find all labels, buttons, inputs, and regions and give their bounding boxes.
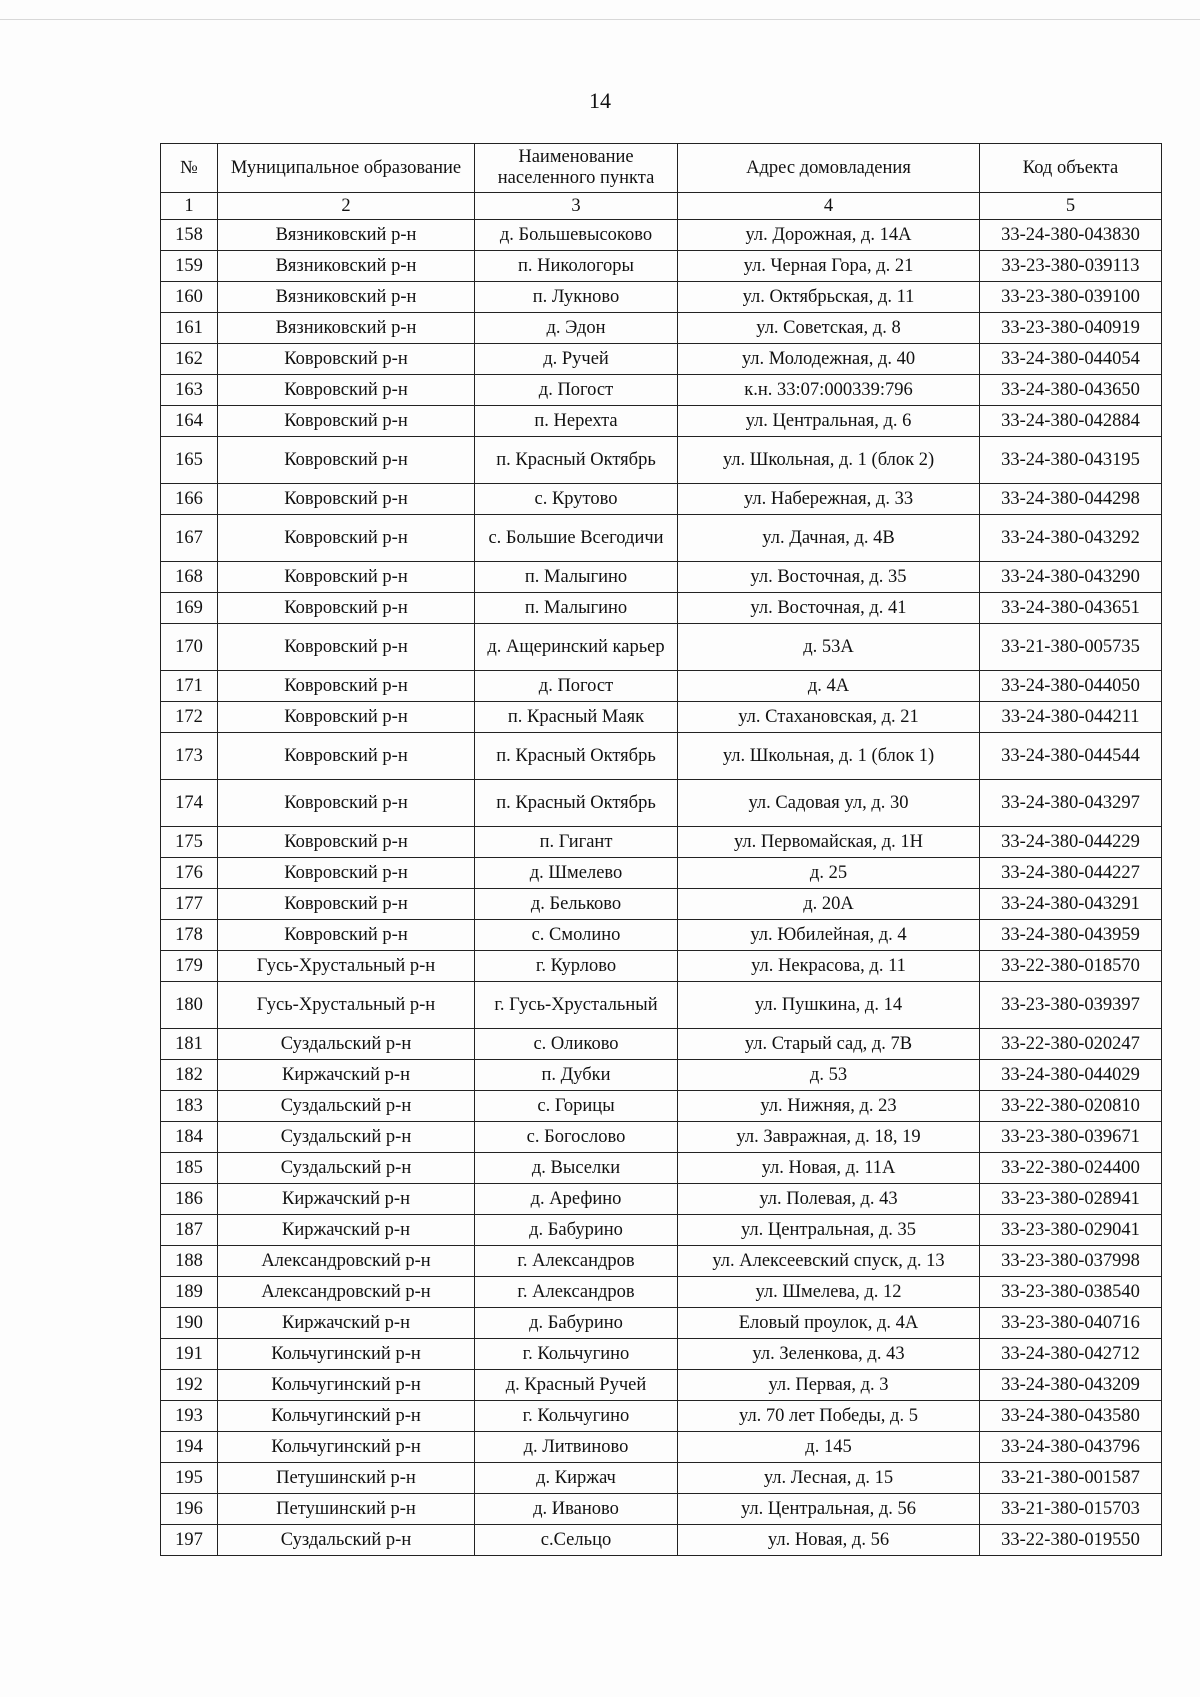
cell-address: ул. Первая, д. 3 (678, 1370, 980, 1401)
cell-object-code: 33-24-380-044050 (980, 671, 1162, 702)
cell-municipality: Ковровский р-н (218, 344, 475, 375)
cell-object-code: 33-24-380-044054 (980, 344, 1162, 375)
table-row (161, 437, 1162, 484)
cell-object-code: 33-24-380-042884 (980, 406, 1162, 437)
cell-settlement: д. Киржач (475, 1463, 678, 1494)
table-row (161, 1308, 1162, 1339)
cell-address: ул. Школьная, д. 1 (блок 2) (678, 437, 980, 484)
cell-address: ул. Дачная, д. 4В (678, 515, 980, 562)
cell-row-number: 171 (161, 671, 218, 702)
cell-address: д. 4А (678, 671, 980, 702)
cell-municipality: Петушинский р-н (218, 1494, 475, 1525)
cell-municipality: Киржачский р-н (218, 1308, 475, 1339)
column-number: 3 (475, 193, 678, 220)
cell-municipality: Вязниковский р-н (218, 251, 475, 282)
cell-object-code: 33-22-380-019550 (980, 1525, 1162, 1556)
cell-object-code: 33-24-380-044211 (980, 702, 1162, 733)
cell-object-code: 33-24-380-043580 (980, 1401, 1162, 1432)
table-row (161, 1184, 1162, 1215)
cell-municipality: Суздальский р-н (218, 1029, 475, 1060)
cell-settlement: п. Красный Октябрь (475, 780, 678, 827)
cell-settlement: п. Красный Маяк (475, 702, 678, 733)
cell-row-number: 169 (161, 593, 218, 624)
table-row (161, 733, 1162, 780)
header-number: № (161, 144, 218, 193)
cell-row-number: 162 (161, 344, 218, 375)
table-header-row (161, 144, 1162, 193)
cell-object-code: 33-24-380-043297 (980, 780, 1162, 827)
table-body (161, 220, 1162, 1556)
cell-row-number: 164 (161, 406, 218, 437)
cell-row-number: 161 (161, 313, 218, 344)
table-row (161, 951, 1162, 982)
cell-object-code: 33-23-380-039397 (980, 982, 1162, 1029)
table-row (161, 1525, 1162, 1556)
cell-settlement: г. Гусь-Хрустальный (475, 982, 678, 1029)
cell-municipality: Вязниковский р-н (218, 313, 475, 344)
cell-address: ул. Старый сад, д. 7В (678, 1029, 980, 1060)
cell-address: к.н. 33:07:000339:796 (678, 375, 980, 406)
cell-settlement: д. Арефино (475, 1184, 678, 1215)
table-row (161, 889, 1162, 920)
table-row (161, 406, 1162, 437)
cell-object-code: 33-24-380-043651 (980, 593, 1162, 624)
cell-address: ул. Октябрьская, д. 11 (678, 282, 980, 313)
header-object-code: Код объекта (980, 144, 1162, 193)
cell-object-code: 33-22-380-024400 (980, 1153, 1162, 1184)
cell-municipality: Гусь-Хрустальный р-н (218, 951, 475, 982)
cell-row-number: 191 (161, 1339, 218, 1370)
cell-municipality: Ковровский р-н (218, 889, 475, 920)
cell-object-code: 33-24-380-044227 (980, 858, 1162, 889)
cell-municipality: Петушинский р-н (218, 1463, 475, 1494)
cell-row-number: 194 (161, 1432, 218, 1463)
table-row (161, 1029, 1162, 1060)
table-row (161, 1494, 1162, 1525)
header-address: Адрес домовладения (678, 144, 980, 193)
cell-municipality: Киржачский р-н (218, 1184, 475, 1215)
cell-address: д. 53 (678, 1060, 980, 1091)
cell-address: ул. Первомайская, д. 1Н (678, 827, 980, 858)
cell-address: Еловый проулок, д. 4А (678, 1308, 980, 1339)
cell-object-code: 33-22-380-018570 (980, 951, 1162, 982)
table-row (161, 1277, 1162, 1308)
cell-settlement: п. Гигант (475, 827, 678, 858)
cell-row-number: 177 (161, 889, 218, 920)
cell-object-code: 33-24-380-044029 (980, 1060, 1162, 1091)
cell-settlement: г. Кольчугино (475, 1401, 678, 1432)
cell-row-number: 158 (161, 220, 218, 251)
cell-municipality: Ковровский р-н (218, 437, 475, 484)
cell-municipality: Гусь-Хрустальный р-н (218, 982, 475, 1029)
cell-municipality: Вязниковский р-н (218, 220, 475, 251)
cell-municipality: Ковровский р-н (218, 484, 475, 515)
cell-address: ул. Садовая ул, д. 30 (678, 780, 980, 827)
table-row (161, 593, 1162, 624)
cell-municipality: Ковровский р-н (218, 375, 475, 406)
cell-address: ул. Восточная, д. 35 (678, 562, 980, 593)
cell-municipality: Ковровский р-н (218, 671, 475, 702)
cell-settlement: с. Оликово (475, 1029, 678, 1060)
cell-address: ул. 70 лет Победы, д. 5 (678, 1401, 980, 1432)
cell-address: ул. Молодежная, д. 40 (678, 344, 980, 375)
cell-object-code: 33-24-380-043195 (980, 437, 1162, 484)
cell-object-code: 33-23-380-039671 (980, 1122, 1162, 1153)
cell-municipality: Ковровский р-н (218, 858, 475, 889)
cell-settlement: п. Нерехта (475, 406, 678, 437)
cell-address: д. 25 (678, 858, 980, 889)
table-row (161, 1432, 1162, 1463)
cell-row-number: 163 (161, 375, 218, 406)
cell-municipality: Ковровский р-н (218, 562, 475, 593)
cell-object-code: 33-24-380-043209 (980, 1370, 1162, 1401)
cell-municipality: Суздальский р-н (218, 1091, 475, 1122)
cell-municipality: Кольчугинский р-н (218, 1370, 475, 1401)
cell-row-number: 179 (161, 951, 218, 982)
cell-row-number: 193 (161, 1401, 218, 1432)
table-row (161, 1463, 1162, 1494)
cell-address: ул. Пушкина, д. 14 (678, 982, 980, 1029)
cell-settlement: г. Александров (475, 1277, 678, 1308)
cell-address: ул. Нижняя, д. 23 (678, 1091, 980, 1122)
cell-row-number: 167 (161, 515, 218, 562)
households-table (160, 143, 1162, 1556)
cell-settlement: д. Погост (475, 671, 678, 702)
cell-object-code: 33-23-380-028941 (980, 1184, 1162, 1215)
cell-object-code: 33-23-380-029041 (980, 1215, 1162, 1246)
cell-address: ул. Центральная, д. 56 (678, 1494, 980, 1525)
cell-address: ул. Новая, д. 56 (678, 1525, 980, 1556)
cell-settlement: д. Бабурино (475, 1308, 678, 1339)
cell-object-code: 33-24-380-043830 (980, 220, 1162, 251)
cell-address: д. 53А (678, 624, 980, 671)
cell-address: ул. Набережная, д. 33 (678, 484, 980, 515)
cell-address: ул. Новая, д. 11А (678, 1153, 980, 1184)
cell-row-number: 172 (161, 702, 218, 733)
cell-address: ул. Шмелева, д. 12 (678, 1277, 980, 1308)
cell-row-number: 190 (161, 1308, 218, 1339)
cell-municipality: Ковровский р-н (218, 920, 475, 951)
cell-row-number: 187 (161, 1215, 218, 1246)
table-row (161, 780, 1162, 827)
cell-settlement: д. Бабурино (475, 1215, 678, 1246)
table-row (161, 515, 1162, 562)
cell-object-code: 33-24-380-044298 (980, 484, 1162, 515)
table-row (161, 858, 1162, 889)
cell-row-number: 173 (161, 733, 218, 780)
cell-object-code: 33-24-380-043796 (980, 1432, 1162, 1463)
cell-municipality: Ковровский р-н (218, 515, 475, 562)
cell-address: ул. Некрасова, д. 11 (678, 951, 980, 982)
cell-settlement: п. Никологоры (475, 251, 678, 282)
cell-settlement: д. Эдон (475, 313, 678, 344)
cell-settlement: п. Лукново (475, 282, 678, 313)
cell-municipality: Александровский р-н (218, 1246, 475, 1277)
cell-municipality: Кольчугинский р-н (218, 1432, 475, 1463)
cell-row-number: 170 (161, 624, 218, 671)
cell-municipality: Киржачский р-н (218, 1060, 475, 1091)
cell-municipality: Ковровский р-н (218, 780, 475, 827)
cell-object-code: 33-21-380-015703 (980, 1494, 1162, 1525)
cell-object-code: 33-23-380-039100 (980, 282, 1162, 313)
cell-object-code: 33-23-380-037998 (980, 1246, 1162, 1277)
cell-object-code: 33-24-380-043650 (980, 375, 1162, 406)
cell-municipality: Ковровский р-н (218, 827, 475, 858)
cell-municipality: Ковровский р-н (218, 733, 475, 780)
cell-settlement: д. Большевысоково (475, 220, 678, 251)
cell-row-number: 180 (161, 982, 218, 1029)
cell-address: ул. Завражная, д. 18, 19 (678, 1122, 980, 1153)
cell-object-code: 33-24-380-042712 (980, 1339, 1162, 1370)
cell-row-number: 165 (161, 437, 218, 484)
cell-row-number: 185 (161, 1153, 218, 1184)
cell-row-number: 174 (161, 780, 218, 827)
cell-settlement: с. Крутово (475, 484, 678, 515)
scan-edge-line (0, 19, 1200, 20)
cell-settlement: с. Горицы (475, 1091, 678, 1122)
cell-settlement: г. Кольчугино (475, 1339, 678, 1370)
table-row (161, 982, 1162, 1029)
cell-object-code: 33-21-380-001587 (980, 1463, 1162, 1494)
cell-municipality: Суздальский р-н (218, 1122, 475, 1153)
cell-municipality: Ковровский р-н (218, 593, 475, 624)
page-number: 14 (589, 88, 611, 113)
cell-municipality: Ковровский р-н (218, 702, 475, 733)
table-row (161, 220, 1162, 251)
cell-municipality: Ковровский р-н (218, 624, 475, 671)
cell-object-code: 33-24-380-043959 (980, 920, 1162, 951)
cell-municipality: Кольчугинский р-н (218, 1339, 475, 1370)
cell-row-number: 186 (161, 1184, 218, 1215)
cell-address: ул. Советская, д. 8 (678, 313, 980, 344)
cell-object-code: 33-23-380-038540 (980, 1277, 1162, 1308)
cell-settlement: д. Литвиново (475, 1432, 678, 1463)
cell-settlement: д. Погост (475, 375, 678, 406)
cell-row-number: 197 (161, 1525, 218, 1556)
cell-settlement: с.Сельцо (475, 1525, 678, 1556)
cell-settlement: д. Красный Ручей (475, 1370, 678, 1401)
cell-object-code: 33-24-380-043290 (980, 562, 1162, 593)
cell-address: ул. Центральная, д. 6 (678, 406, 980, 437)
cell-municipality: Кольчугинский р-н (218, 1401, 475, 1432)
table-row (161, 1060, 1162, 1091)
cell-address: ул. Восточная, д. 41 (678, 593, 980, 624)
cell-settlement: с. Большие Всегодичи (475, 515, 678, 562)
table-row (161, 1215, 1162, 1246)
cell-address: д. 20А (678, 889, 980, 920)
cell-object-code: 33-23-380-040919 (980, 313, 1162, 344)
cell-settlement: п. Красный Октябрь (475, 437, 678, 484)
cell-municipality: Суздальский р-н (218, 1153, 475, 1184)
column-number: 4 (678, 193, 980, 220)
table-row (161, 313, 1162, 344)
cell-row-number: 192 (161, 1370, 218, 1401)
cell-row-number: 160 (161, 282, 218, 313)
cell-municipality: Александровский р-н (218, 1277, 475, 1308)
cell-row-number: 159 (161, 251, 218, 282)
table-row (161, 562, 1162, 593)
table-row (161, 671, 1162, 702)
cell-address: д. 145 (678, 1432, 980, 1463)
table-row (161, 1091, 1162, 1122)
cell-row-number: 176 (161, 858, 218, 889)
cell-municipality: Ковровский р-н (218, 406, 475, 437)
cell-settlement: д. Ащеринский карьер (475, 624, 678, 671)
cell-row-number: 196 (161, 1494, 218, 1525)
cell-settlement: с. Богослово (475, 1122, 678, 1153)
cell-object-code: 33-22-380-020247 (980, 1029, 1162, 1060)
cell-row-number: 166 (161, 484, 218, 515)
column-number: 5 (980, 193, 1162, 220)
cell-row-number: 178 (161, 920, 218, 951)
cell-row-number: 195 (161, 1463, 218, 1494)
table-row (161, 1339, 1162, 1370)
column-number: 2 (218, 193, 475, 220)
header-settlement: Наименование населенного пункта (475, 144, 678, 193)
cell-settlement: д. Ручей (475, 344, 678, 375)
table-row (161, 624, 1162, 671)
table-row (161, 702, 1162, 733)
column-number: 1 (161, 193, 218, 220)
cell-settlement: д. Бельково (475, 889, 678, 920)
cell-address: ул. Полевая, д. 43 (678, 1184, 980, 1215)
cell-settlement: д. Иваново (475, 1494, 678, 1525)
cell-address: ул. Алексеевский спуск, д. 13 (678, 1246, 980, 1277)
cell-settlement: г. Курлово (475, 951, 678, 982)
table-row (161, 484, 1162, 515)
header-municipality: Муниципальное образование (218, 144, 475, 193)
cell-row-number: 181 (161, 1029, 218, 1060)
cell-object-code: 33-24-380-044229 (980, 827, 1162, 858)
table-row (161, 920, 1162, 951)
cell-settlement: д. Выселки (475, 1153, 678, 1184)
column-number-row (161, 193, 1162, 220)
cell-row-number: 183 (161, 1091, 218, 1122)
table-row (161, 1401, 1162, 1432)
cell-row-number: 175 (161, 827, 218, 858)
cell-settlement: п. Красный Октябрь (475, 733, 678, 780)
table-row (161, 827, 1162, 858)
cell-address: ул. Черная Гора, д. 21 (678, 251, 980, 282)
cell-object-code: 33-24-380-044544 (980, 733, 1162, 780)
table-row (161, 1246, 1162, 1277)
cell-address: ул. Зеленкова, д. 43 (678, 1339, 980, 1370)
cell-address: ул. Юбилейная, д. 4 (678, 920, 980, 951)
table-row (161, 375, 1162, 406)
cell-settlement: г. Александров (475, 1246, 678, 1277)
cell-address: ул. Центральная, д. 35 (678, 1215, 980, 1246)
table-row (161, 282, 1162, 313)
table-row (161, 251, 1162, 282)
cell-row-number: 188 (161, 1246, 218, 1277)
cell-object-code: 33-23-380-040716 (980, 1308, 1162, 1339)
cell-object-code: 33-23-380-039113 (980, 251, 1162, 282)
table-row (161, 1370, 1162, 1401)
cell-address: ул. Стахановская, д. 21 (678, 702, 980, 733)
table-row (161, 1153, 1162, 1184)
cell-row-number: 168 (161, 562, 218, 593)
cell-address: ул. Школьная, д. 1 (блок 1) (678, 733, 980, 780)
cell-settlement: с. Смолино (475, 920, 678, 951)
cell-municipality: Вязниковский р-н (218, 282, 475, 313)
cell-municipality: Киржачский р-н (218, 1215, 475, 1246)
cell-object-code: 33-21-380-005735 (980, 624, 1162, 671)
cell-address: ул. Лесная, д. 15 (678, 1463, 980, 1494)
cell-object-code: 33-22-380-020810 (980, 1091, 1162, 1122)
cell-address: ул. Дорожная, д. 14А (678, 220, 980, 251)
cell-municipality: Суздальский р-н (218, 1525, 475, 1556)
table-row (161, 1122, 1162, 1153)
cell-row-number: 189 (161, 1277, 218, 1308)
table-row (161, 344, 1162, 375)
cell-settlement: п. Малыгино (475, 593, 678, 624)
cell-settlement: п. Малыгино (475, 562, 678, 593)
cell-settlement: д. Шмелево (475, 858, 678, 889)
cell-row-number: 184 (161, 1122, 218, 1153)
cell-settlement: п. Дубки (475, 1060, 678, 1091)
cell-object-code: 33-24-380-043292 (980, 515, 1162, 562)
cell-row-number: 182 (161, 1060, 218, 1091)
cell-object-code: 33-24-380-043291 (980, 889, 1162, 920)
